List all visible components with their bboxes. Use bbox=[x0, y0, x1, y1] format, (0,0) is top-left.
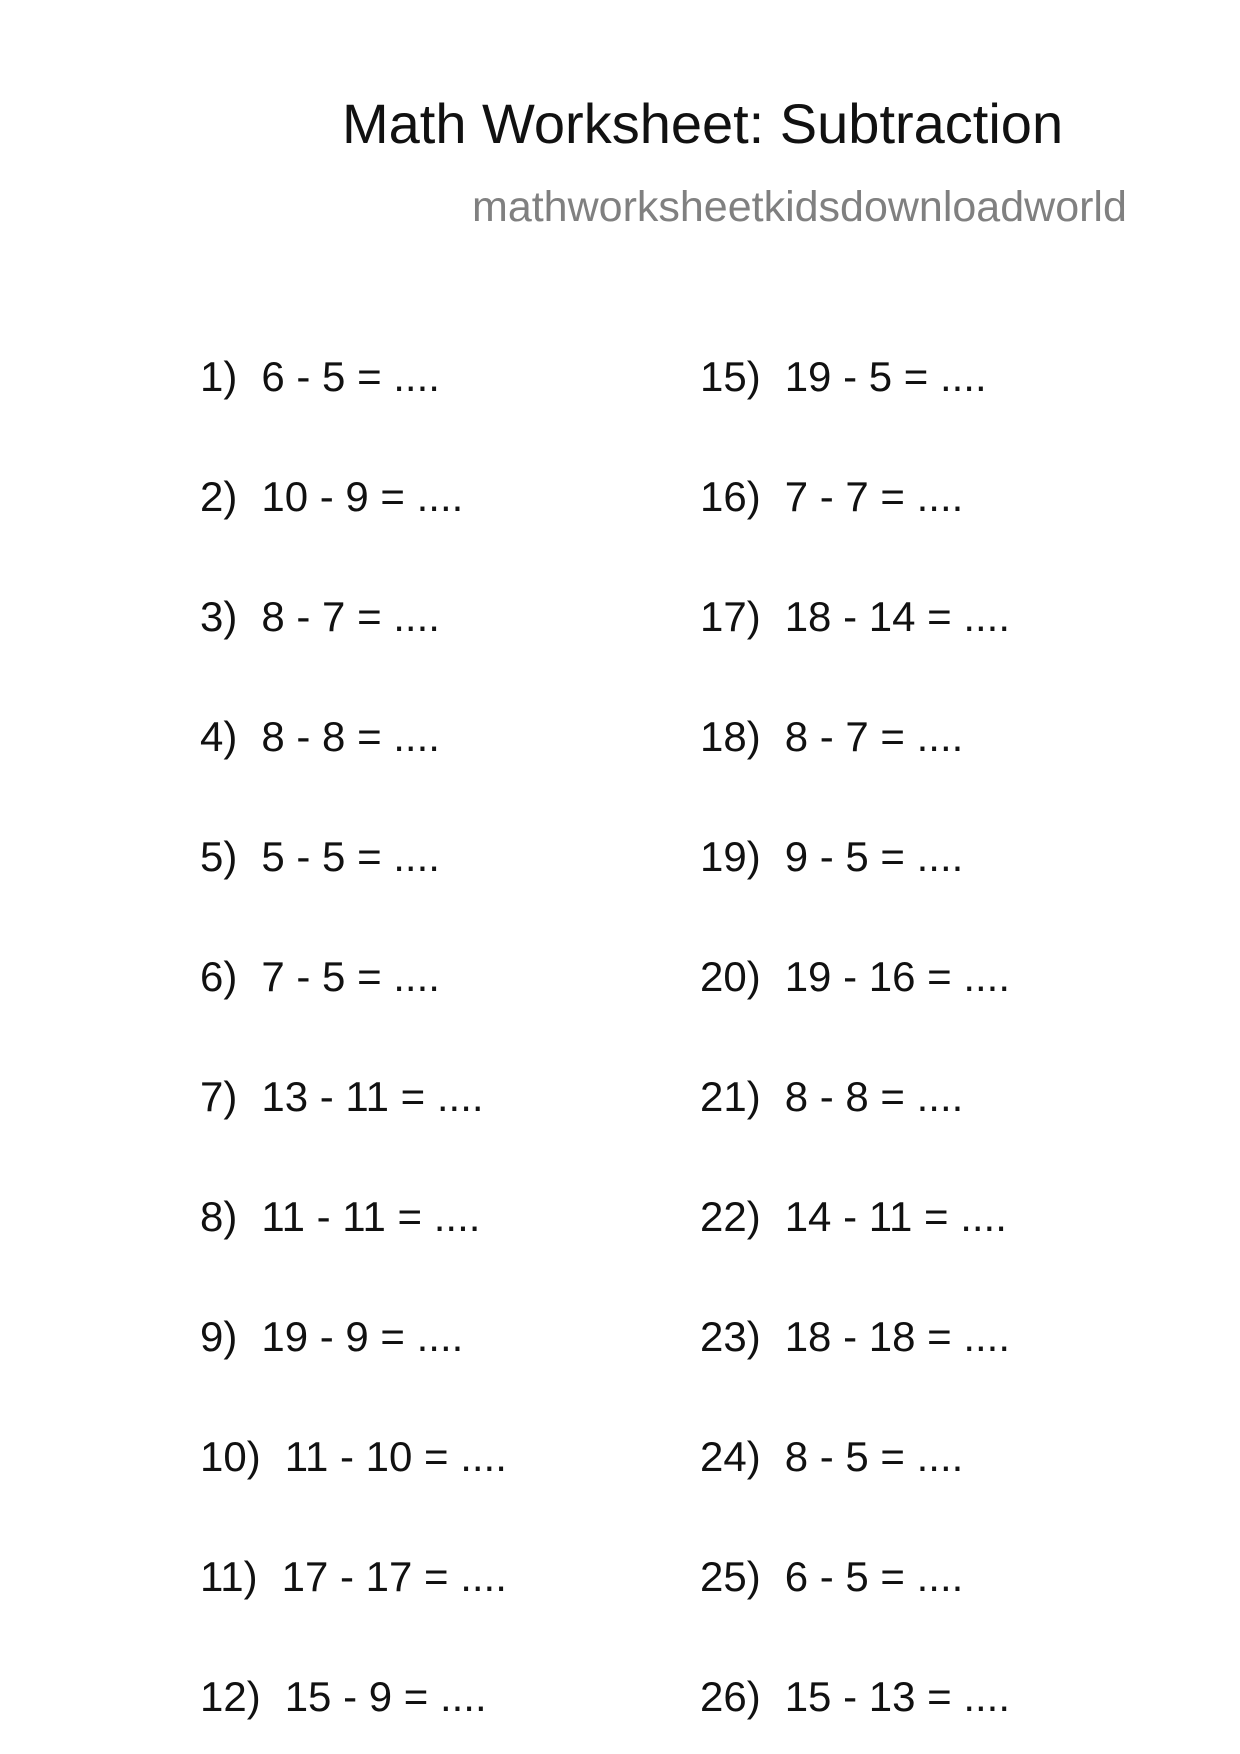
problem-item bbox=[700, 353, 987, 400]
problem-number: 1) bbox=[200, 353, 238, 400]
problem-expression: 8 - 8 = .... bbox=[261, 713, 440, 760]
problem-item bbox=[200, 713, 440, 760]
problem-expression: 18 - 14 = .... bbox=[784, 593, 1011, 640]
problem-number: 15) bbox=[700, 353, 761, 400]
problem-expression: 11 - 11 = .... bbox=[261, 1193, 481, 1240]
problem-number: 7) bbox=[200, 1073, 238, 1120]
problem-item bbox=[700, 1553, 964, 1600]
problem-expression: 14 - 11 = .... bbox=[784, 1193, 1007, 1240]
problem-expression: 17 - 17 = .... bbox=[281, 1553, 507, 1600]
problem-expression: 7 - 7 = .... bbox=[784, 473, 964, 520]
problem-item bbox=[200, 353, 440, 400]
problem-number: 4) bbox=[200, 713, 238, 760]
problem-expression: 19 - 16 = .... bbox=[784, 953, 1011, 1000]
problem-expression: 10 - 9 = .... bbox=[261, 473, 464, 520]
problem-expression: 19 - 5 = .... bbox=[784, 353, 987, 400]
problem-number: 20) bbox=[700, 953, 761, 1000]
problem-item bbox=[700, 1433, 964, 1480]
problem-expression: 15 - 13 = .... bbox=[784, 1673, 1011, 1720]
problem-number: 5) bbox=[200, 833, 238, 880]
problem-number: 8) bbox=[200, 1193, 238, 1240]
problem-number: 26) bbox=[700, 1673, 761, 1720]
problem-number: 2) bbox=[200, 473, 238, 520]
problem-number: 23) bbox=[700, 1313, 761, 1360]
problem-item bbox=[200, 953, 440, 1000]
problem-number: 10) bbox=[200, 1433, 261, 1480]
problem-item bbox=[700, 1193, 1007, 1240]
problem-expression: 8 - 5 = .... bbox=[784, 1433, 964, 1480]
worksheet-subtitle: mathworksheetkidsdownloadworld bbox=[472, 183, 1127, 231]
problem-expression: 13 - 11 = .... bbox=[261, 1073, 484, 1120]
problem-expression: 8 - 7 = .... bbox=[784, 713, 964, 760]
problem-number: 12) bbox=[200, 1673, 261, 1720]
problem-expression: 9 - 5 = .... bbox=[784, 833, 964, 880]
problem-item bbox=[700, 1073, 964, 1120]
problem-number: 16) bbox=[700, 473, 761, 520]
problem-item bbox=[700, 713, 964, 760]
problem-expression: 6 - 5 = .... bbox=[261, 353, 440, 400]
problem-number: 25) bbox=[700, 1553, 761, 1600]
problem-expression: 8 - 8 = .... bbox=[784, 1073, 964, 1120]
problem-item bbox=[700, 953, 1011, 1000]
problem-expression: 7 - 5 = .... bbox=[261, 953, 440, 1000]
problem-item bbox=[200, 473, 464, 520]
problem-item bbox=[200, 1193, 481, 1240]
problem-number: 9) bbox=[200, 1313, 238, 1360]
problem-expression: 19 - 9 = .... bbox=[261, 1313, 464, 1360]
problem-number: 19) bbox=[700, 833, 761, 880]
problem-expression: 6 - 5 = .... bbox=[784, 1553, 964, 1600]
problem-item bbox=[200, 1313, 464, 1360]
problem-number: 3) bbox=[200, 593, 238, 640]
problem-number: 22) bbox=[700, 1193, 761, 1240]
problem-item bbox=[700, 833, 964, 880]
problem-item bbox=[700, 473, 964, 520]
problem-item bbox=[200, 1673, 487, 1720]
problem-item bbox=[200, 1553, 507, 1600]
problem-expression: 11 - 10 = .... bbox=[284, 1433, 507, 1480]
problem-number: 6) bbox=[200, 953, 238, 1000]
problem-expression: 8 - 7 = .... bbox=[261, 593, 440, 640]
problem-item bbox=[200, 833, 440, 880]
problem-expression: 18 - 18 = .... bbox=[784, 1313, 1011, 1360]
problem-number: 18) bbox=[700, 713, 761, 760]
problem-number: 21) bbox=[700, 1073, 761, 1120]
problem-item bbox=[700, 1313, 1011, 1360]
problem-number: 11) bbox=[200, 1553, 258, 1600]
problem-item bbox=[200, 1433, 507, 1480]
problem-number: 17) bbox=[700, 593, 761, 640]
problem-expression: 5 - 5 = .... bbox=[261, 833, 440, 880]
problem-item bbox=[200, 1073, 484, 1120]
problem-item bbox=[200, 593, 440, 640]
problem-item bbox=[700, 1673, 1011, 1720]
problem-expression: 15 - 9 = .... bbox=[284, 1673, 487, 1720]
problem-item bbox=[700, 593, 1011, 640]
worksheet-title: Math Worksheet: Subtraction bbox=[342, 92, 1064, 155]
problem-number: 24) bbox=[700, 1433, 761, 1480]
